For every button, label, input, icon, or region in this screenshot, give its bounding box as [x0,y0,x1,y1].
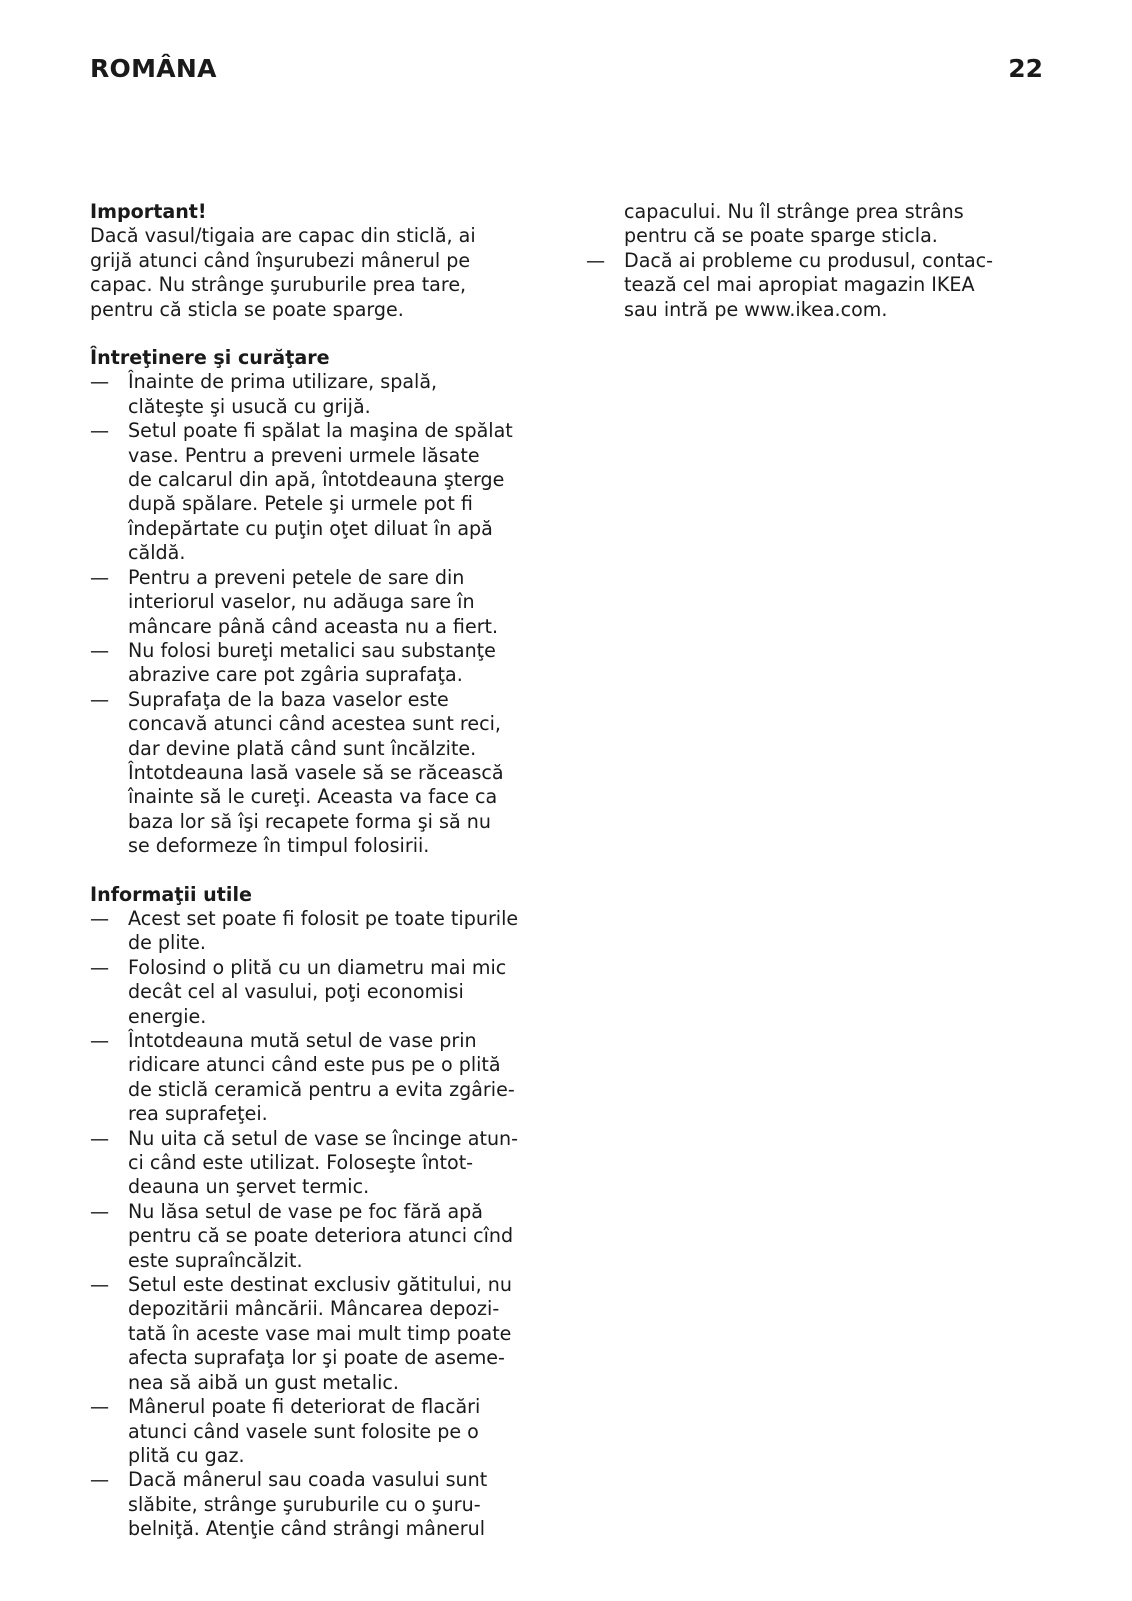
list-item: — Mânerul poate fi deteriorat de flacări atunci când vasele sunt folosite pe o plită cu gaz. [90,1395,560,1468]
list-item: — Întotdeauna mută setul de vase prin ridicare atunci când este pus pe o plită de sticlă ceramică pentru a evita zgârie- rea suprafeţei. [90,1029,560,1127]
list-item: — Nu uita că setul de vase se încinge atun- ci când este utilizat. Foloseşte întot- deauna un şervet termic. [90,1127,560,1200]
paragraph-line: Dacă vasul/tigaia are capac din sticlă, ai [90,224,476,248]
info-list [90,907,560,1542]
section-care [90,346,560,859]
right-column [586,200,1056,322]
page-number: 22 [1008,54,1043,83]
list-item: — Nu lăsa setul de vase pe foc fără apă pentru că se poate deteriora atunci cînd este supraîncălzit. [90,1200,560,1273]
list-item: — Setul poate fi spălat la maşina de spălat vase. Pentru a preveni urmele lăsate de calcarul din apă, întotdeauna şterge după spălare. Petele şi urmele pot fi îndepărtate cu puţin oţet diluat în apă căldă. [90,419,560,565]
section-important [90,200,560,322]
section-title-info: Informaţii utile [90,882,252,906]
care-list [90,370,560,858]
list-item: — Folosind o plită cu un diametru mai mic decât cel al vasului, poţi economisi energie. [90,956,560,1029]
continued-list-text: capacului. Nu îl strânge prea strâns pentru că se poate sparge sticla. [624,200,964,248]
section-info [90,883,560,1542]
list-item: — Setul este destinat exclusiv gătitului, nu depozitării mâncării. Mâncarea depozi- tată în aceste vase mai mult timp poate afecta suprafaţa lor şi poate de aseme- nea să aibă un gust metalic. [90,1273,560,1395]
section-title-care: Întreţinere şi curăţare [90,346,330,370]
list-item: — Dacă mânerul sau coada vasului sunt slăbite, strânge şuruburile cu o şuru- belniţă. Atenţie când strângi mânerul [90,1468,560,1541]
section-title-important: Important! [90,200,207,223]
paragraph-line: capac. Nu strânge şuruburile prea tare, [90,273,467,297]
right-list [586,249,1056,322]
list-item: — Pentru a preveni petele de sare din interiorul vaselor, nu adăuga sare în mâncare până când aceasta nu a fiert. [90,566,560,639]
paragraph-line: grijă atunci când înşurubezi mânerul pe [90,248,471,272]
list-item: — Nu folosi bureţi metalici sau substanţe abrazive care pot zgâria suprafaţa. [90,639,560,688]
list-item: — Suprafaţa de la baza vaselor este concavă atunci când acestea sunt reci, dar devine plată când sunt încălzite. Întotdeauna lasă vasele să se răcească înainte să le cureţi. Aceasta va face ca baza lor să îşi recapete forma şi să nu se deformeze în timpul folosirii. [90,688,560,859]
language-title: ROMÂNA [90,54,217,83]
list-item: — Dacă ai probleme cu produsul, contac- tează cel mai apropiat magazin IKEA sau intră pe www.ikea.com. [586,249,1056,322]
list-item: — Înainte de prima utilizare, spală, clăteşte şi usucă cu grijă. [90,370,560,419]
left-column [90,200,560,1566]
list-item: — Acest set poate fi folosit pe toate tipurile de plite. [90,907,560,956]
paragraph-line: pentru că sticla se poate sparge. [90,297,404,321]
